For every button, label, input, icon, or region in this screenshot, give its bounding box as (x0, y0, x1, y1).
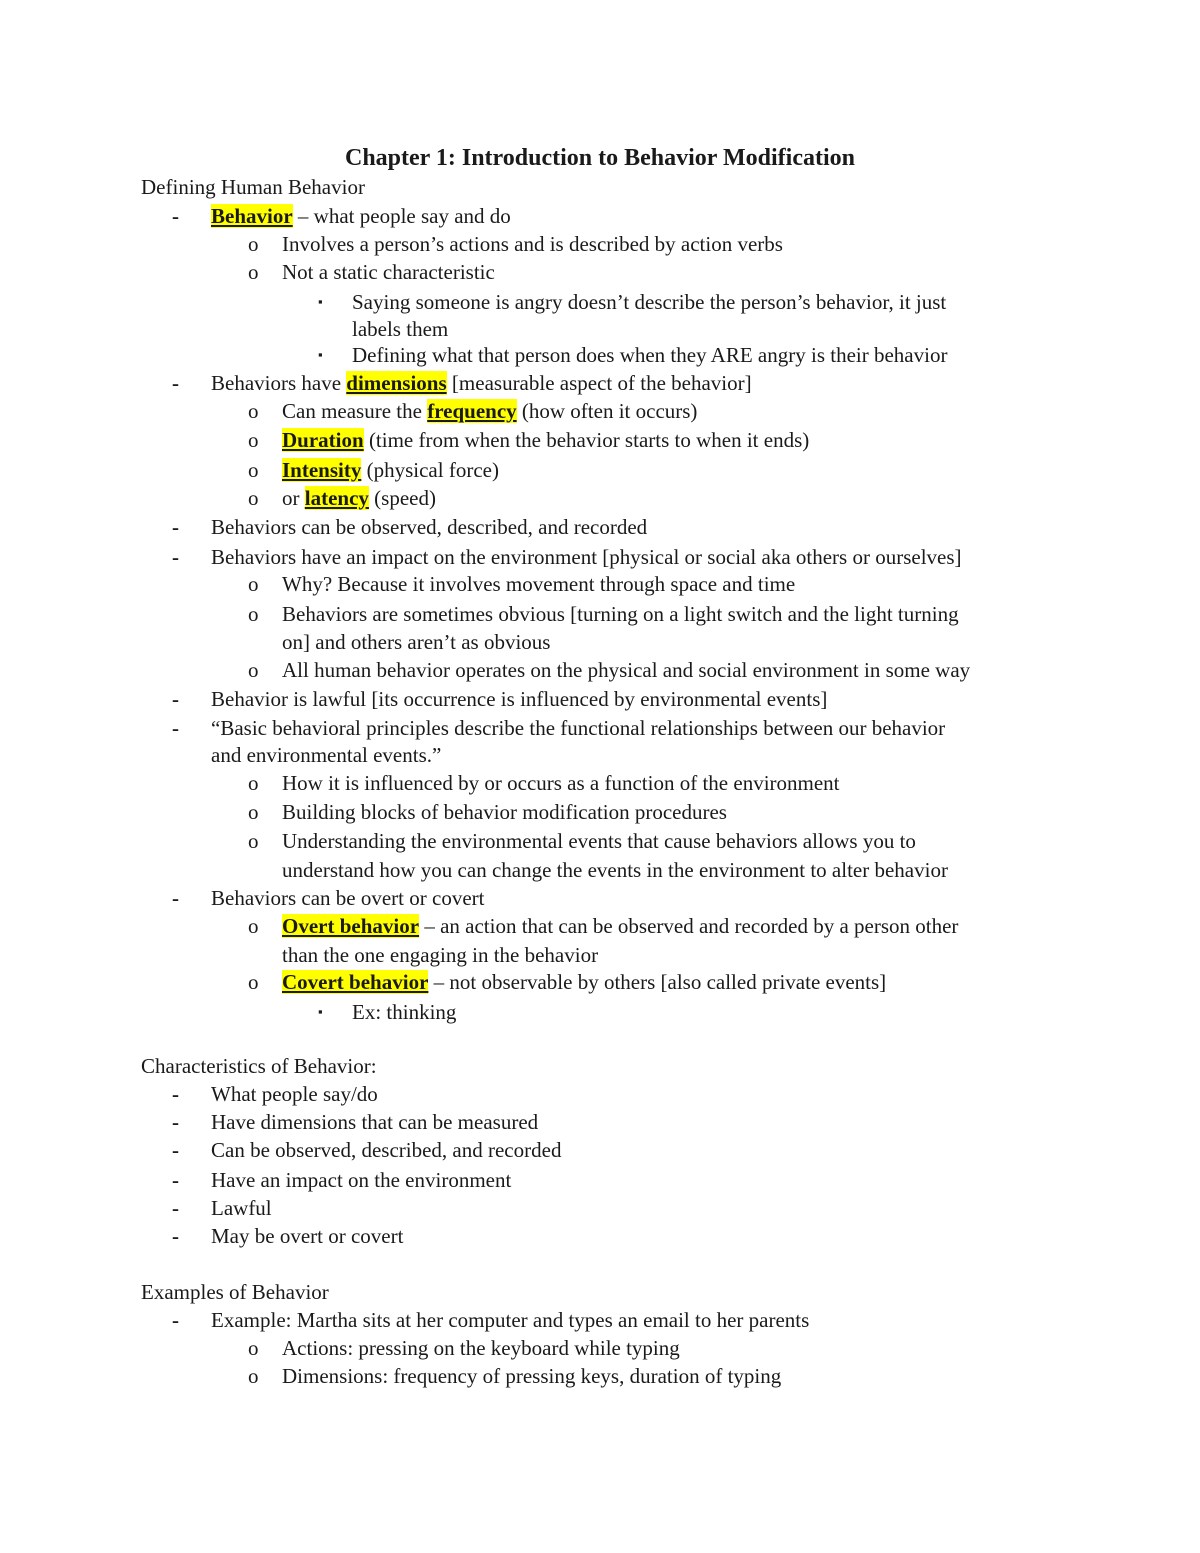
circle-bullet: o (248, 602, 259, 626)
list-item: Duration (time from when the behavior starts to when it ends) (282, 428, 810, 452)
list-item: Lawful (211, 1196, 272, 1220)
list-item: Have dimensions that can be measured (211, 1110, 539, 1134)
circle-bullet: o (248, 232, 259, 256)
list-item: “Basic behavioral principles describe the functional relationships between our behavior (211, 716, 946, 740)
list-item: Dimensions: frequency of pressing keys, duration of typing (282, 1364, 782, 1388)
highlighted-term: Overt behavior (282, 914, 420, 938)
circle-bullet: o (248, 914, 259, 938)
list-item-continuation: and environmental events.” (211, 743, 442, 767)
list-item: Behaviors are sometimes obvious [turning on a light switch and the light turning (282, 602, 959, 626)
dash-bullet: - (172, 545, 179, 569)
list-item: Behaviors can be observed, described, and recorded (211, 515, 648, 539)
list-item: Example: Martha sits at her computer and types an email to her parents (211, 1308, 810, 1332)
circle-bullet: o (248, 260, 259, 284)
list-item: Ex: thinking (352, 1000, 457, 1024)
section-heading-characteristics: Characteristics of Behavior: (141, 1054, 377, 1078)
list-item: Covert behavior – not observable by others [also called private events] (282, 970, 887, 994)
circle-bullet: o (248, 970, 259, 994)
circle-bullet: o (248, 572, 259, 596)
circle-bullet: o (248, 1336, 259, 1360)
page-title: Chapter 1: Introduction to Behavior Modification (344, 145, 855, 171)
list-item: Behaviors can be overt or covert (211, 886, 485, 910)
list-item: May be overt or covert (211, 1224, 404, 1248)
list-item: Saying someone is angry doesn’t describe the person’s behavior, it just (352, 290, 947, 314)
highlighted-term: Covert behavior (282, 970, 429, 994)
list-item: Actions: pressing on the keyboard while typing (282, 1336, 680, 1360)
section-heading-defining-behavior: Defining Human Behavior (141, 175, 365, 199)
list-item: All human behavior operates on the physical and social environment in some way (282, 658, 971, 682)
circle-bullet: o (248, 428, 259, 452)
dash-bullet: - (172, 716, 179, 740)
circle-bullet: o (248, 1364, 259, 1388)
list-item: Can measure the frequency (how often it occurs) (282, 399, 698, 423)
dash-bullet: - (172, 1196, 179, 1220)
list-item: Behaviors have dimensions [measurable aspect of the behavior] (211, 371, 752, 395)
list-item-continuation: than the one engaging in the behavior (282, 943, 599, 967)
list-item: Behavior is lawful [its occurrence is influenced by environmental events] (211, 687, 828, 711)
list-item: Not a static characteristic (282, 260, 495, 284)
highlighted-term: latency (304, 486, 369, 510)
list-item-continuation: on] and others aren’t as obvious (282, 630, 551, 654)
dash-bullet: - (172, 1168, 179, 1192)
highlighted-term: Intensity (282, 458, 362, 482)
list-item: Building blocks of behavior modification procedures (282, 800, 727, 824)
section-heading-examples: Examples of Behavior (141, 1280, 329, 1304)
list-item: Defining what that person does when they ARE angry is their behavior (352, 343, 948, 367)
list-item: What people say/do (211, 1082, 378, 1106)
dash-bullet: - (172, 1224, 179, 1248)
dash-bullet: - (172, 1308, 179, 1332)
dash-bullet: - (172, 371, 179, 395)
list-item-continuation: labels them (352, 317, 449, 341)
dash-bullet: - (172, 886, 179, 910)
highlighted-term: Behavior (211, 204, 293, 228)
dash-bullet: - (172, 204, 179, 228)
list-item: Understanding the environmental events that cause behaviors allows you to (282, 829, 916, 853)
circle-bullet: o (248, 486, 259, 510)
circle-bullet: o (248, 800, 259, 824)
circle-bullet: o (248, 658, 259, 682)
list-item: How it is influenced by or occurs as a function of the environment (282, 771, 840, 795)
circle-bullet: o (248, 771, 259, 795)
list-item: Can be observed, described, and recorded (211, 1138, 562, 1162)
circle-bullet: o (248, 829, 259, 853)
highlighted-term: Duration (282, 428, 364, 452)
dash-bullet: - (172, 687, 179, 711)
list-item: or latency (speed) (282, 486, 436, 510)
list-item: Behaviors have an impact on the environment [physical or social aka others or ourselves] (211, 545, 962, 569)
square-bullet: ▪ (318, 1004, 323, 1019)
dash-bullet: - (172, 1110, 179, 1134)
dash-bullet: - (172, 1138, 179, 1162)
highlighted-term: frequency (427, 399, 517, 423)
list-item-continuation: understand how you can change the events in the environment to alter behavior (282, 858, 948, 882)
list-item: Why? Because it involves movement through space and time (282, 572, 796, 596)
highlighted-term: dimensions (346, 371, 447, 395)
dash-bullet: - (172, 515, 179, 539)
square-bullet: ▪ (318, 347, 323, 362)
list-item: Overt behavior – an action that can be observed and recorded by a person other (282, 914, 959, 938)
circle-bullet: o (248, 399, 259, 423)
dash-bullet: - (172, 1082, 179, 1106)
list-item: Behavior – what people say and do (211, 204, 511, 228)
circle-bullet: o (248, 458, 259, 482)
list-item: Involves a person’s actions and is described by action verbs (282, 232, 783, 256)
list-item: Have an impact on the environment (211, 1168, 512, 1192)
list-item: Intensity (physical force) (282, 458, 499, 482)
square-bullet: ▪ (318, 294, 323, 309)
